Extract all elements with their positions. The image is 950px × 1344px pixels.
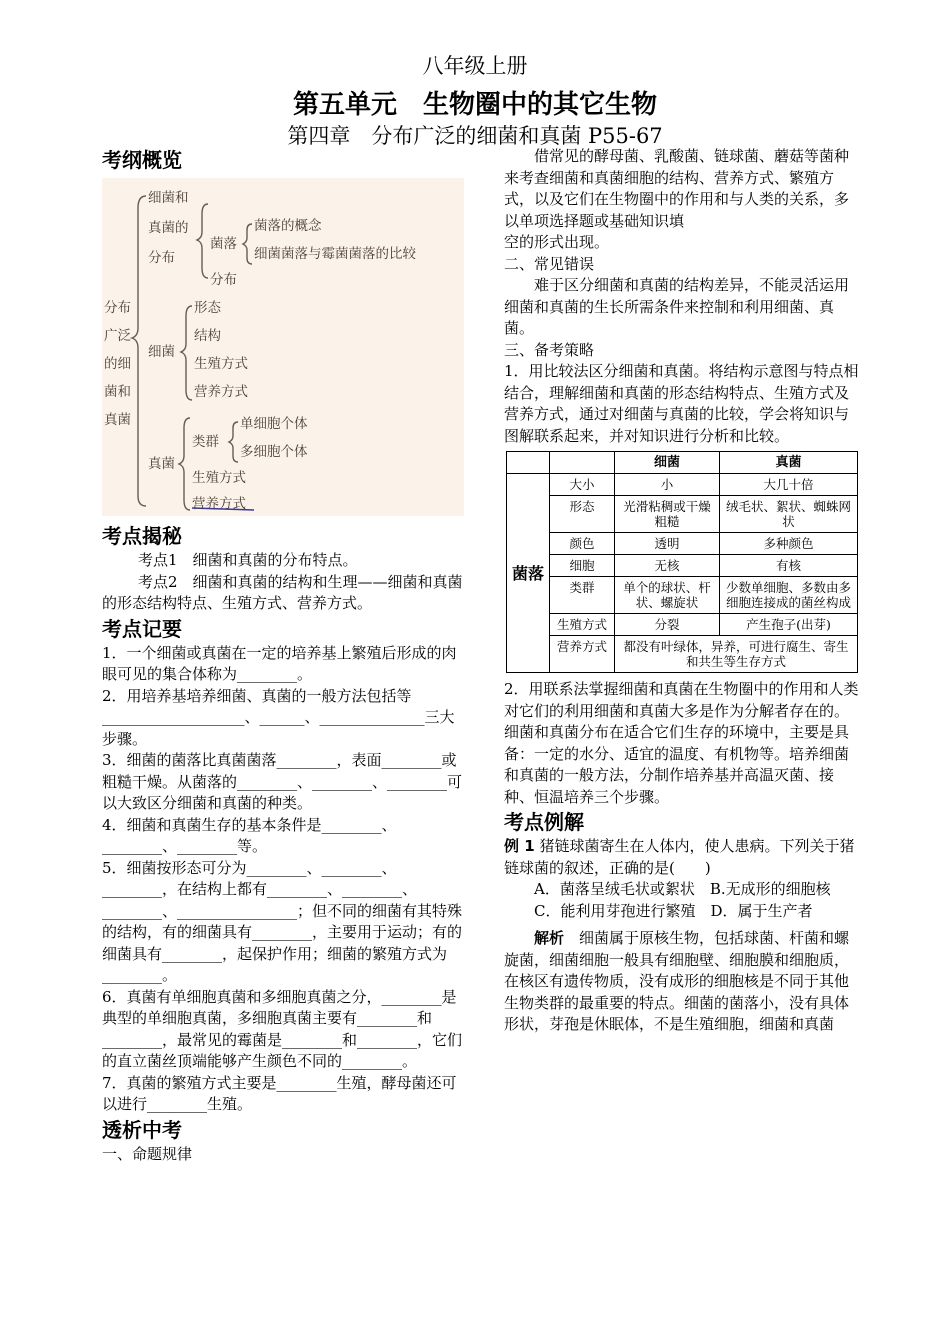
rule-heading: 一、命题规律 — [102, 1144, 193, 1163]
group-label-colony: 菌落 — [507, 474, 550, 673]
row-label: 颜色 — [550, 533, 615, 555]
mindmap — [102, 178, 464, 516]
row-label: 细胞 — [550, 555, 615, 577]
chapter-title: 第四章 分布广泛的细菌和真菌 P55-67 — [287, 124, 663, 148]
example-1 — [504, 836, 862, 879]
analysis-text: 细菌属于原核生物，包括球菌、杆菌和螺旋菌，细菌细胞一般具有细胞壁、细胞膜和细胞质，在核区有遗传物质，没有成形的细胞核是不同于其他生物类群的最重要的特点。细菌的菌落小，没有具体形状，芽孢是休眠体，不是生殖细胞，细菌和真菌 — [504, 929, 850, 1033]
question-7: 7．真菌的繁殖方式主要是________生殖，酵母菌还可以进行________生殖。 — [102, 1073, 457, 1113]
strategy-2: 2．用联系法掌握细菌和真菌在生物圈中的作用和人类对它们的利用细菌和真菌大多是作为分解者存在的。细菌和真菌分布在适合它们生存的环境中，主要是具备：一定的水分、适宜的温度、有机物等。培养细菌和真菌的一般方法，分制作培养基并高温灭菌、接种、恒温培养三个步骤。 — [504, 680, 859, 806]
b1-line-2: 真菌的 — [148, 220, 189, 236]
examples-heading: 考点例解 — [504, 810, 584, 834]
b1-distribution: 分布 — [210, 272, 237, 288]
b3-group-multi: 多细胞个体 — [240, 444, 308, 460]
b2-item-4: 营养方式 — [194, 384, 248, 400]
question-2: 2．用培养基培养细菌、真菌的一般方法包括等___________________、______、______________三大步骤。 — [102, 686, 455, 748]
strategy-heading: 三、备考策略 — [504, 340, 595, 359]
unit-title: 第五单元 生物圈中的其它生物 — [292, 90, 657, 120]
question-3: 3．细菌的菌落比真菌菌落________，表面________或粗糙干燥。从菌落的________、________、________可以大致区分细菌和真菌的种类。 — [102, 751, 463, 812]
exam-heading: 透析中考 — [102, 1117, 182, 1142]
table-row — [507, 496, 858, 533]
b3-group: 类群 — [192, 434, 219, 450]
bacteria-cell: 小 — [615, 474, 720, 496]
question-1: 1．一个细菌或真菌在一定的培养基上繁殖后形成的肉眼可见的集合体称为________。 — [102, 643, 457, 683]
b2-item-1: 形态 — [194, 300, 221, 316]
table-corner — [507, 452, 550, 474]
point-2: 考点2 细菌和真菌的结构和生理——细菌和真菌的形态结构特点、生殖方式、营养方式。 — [102, 572, 463, 612]
table-row — [507, 577, 858, 614]
rule-text-2: 空的形式出现。 — [504, 233, 610, 251]
table-row — [507, 614, 858, 636]
row-label: 营养方式 — [550, 636, 615, 673]
options-ab: A．菌落呈绒毛状或絮状 B.无成形的细胞核 — [534, 880, 831, 898]
options-cd: C．能利用芽孢进行繁殖 D．属于生产者 — [534, 901, 813, 920]
table-row — [507, 474, 858, 496]
bacteria-cell: 无核 — [615, 555, 720, 577]
header-bacteria: 细菌 — [615, 452, 720, 474]
example-1-text: 猪链球菌寄生在人体内，使人患病。下列关于猪链球菌的叙述，正确的是( ) — [504, 837, 855, 877]
bacteria-cell: 透明 — [615, 533, 720, 555]
errors-text: 难于区分细菌和真菌的结构差异，不能灵活运用细菌和真菌的生长所需条件来控制和利用细菌、真菌。 — [504, 276, 850, 337]
table-header-row — [507, 452, 858, 474]
table-corner-2 — [550, 452, 615, 474]
row-label: 大小 — [550, 474, 615, 496]
point-1: 考点1 细菌和真菌的分布特点。 — [138, 551, 358, 569]
fungi-cell: 多种颜色 — [720, 533, 858, 555]
fungi-cell: 大几十倍 — [720, 474, 858, 496]
fungi-cell: 绒毛状、絮状、蜘蛛网状 — [720, 496, 858, 533]
question-4: 4．细菌和真菌生存的基本条件是________、________、________等。 — [102, 815, 397, 855]
b1-colony: 菌落 — [210, 236, 237, 252]
b2-item-3: 生殖方式 — [194, 356, 248, 372]
row-label: 类群 — [550, 577, 615, 614]
root-line-3: 的细 — [104, 356, 131, 372]
strategy-1: 1．用比较法区分细菌和真菌。将结构示意图与特点相结合，理解细菌和真菌的形态结构特点、生殖方式及营养方式，通过对细菌与真菌的比较，学会将知识与图解联系起来，并对知识进行分析和比较。 — [504, 362, 859, 445]
root-line-2: 广泛 — [104, 328, 131, 344]
b3-item-2: 营养方式 — [192, 496, 246, 512]
b1-colony-concept: 菌落的概念 — [254, 218, 322, 234]
errors-heading: 二、常见错误 — [504, 254, 595, 273]
row-label: 形态 — [550, 496, 615, 533]
grade-title: 八年级上册 — [422, 54, 528, 78]
b3-fungi: 真菌 — [148, 456, 175, 472]
question-5: 5．细菌按形态可分为________、________、________，在结构上都有________、________、________、________________；但不同的细菌有其特殊的结构，有的细菌具有________，主要用于运动；有的细菌具有________，起保护作用；细菌的繁殖方式为________。 — [102, 858, 463, 984]
example-1-label: 例 1 — [504, 837, 535, 855]
table-row — [507, 636, 858, 673]
right-column — [504, 146, 862, 1036]
analysis — [504, 928, 862, 1036]
table-row — [507, 533, 858, 555]
secrets-heading: 考点揭秘 — [102, 524, 182, 548]
nutrition-cell: 都没有叶绿体，异养，可进行腐生、寄生和共生等生存方式 — [615, 636, 858, 673]
fungi-cell: 少数单细胞、多数由多细胞连接成的菌丝构成 — [720, 577, 858, 614]
overview-heading: 考纲概览 — [102, 148, 182, 172]
bacteria-cell: 分裂 — [615, 614, 720, 636]
b1-line-1: 细菌和 — [148, 190, 189, 206]
comparison-table — [506, 451, 858, 673]
b3-group-single: 单细胞个体 — [240, 416, 308, 432]
b1-line-3: 分布 — [148, 250, 175, 266]
notes-heading: 考点记要 — [102, 616, 182, 641]
question-6: 6．真菌有单细胞真菌和多细胞真菌之分，________是典型的单细胞真菌，多细胞真菌主要有________和________，最常见的霉菌是________和________，它们的直立菌丝顶端能够产生颜色不同的________。 — [102, 987, 463, 1070]
analysis-label: 解析 — [534, 929, 565, 947]
root-line-1: 分布 — [104, 300, 131, 316]
b3-item-1: 生殖方式 — [192, 470, 246, 486]
bacteria-cell: 光滑粘稠或干燥粗糙 — [615, 496, 720, 533]
row-label: 生殖方式 — [550, 614, 615, 636]
table-row — [507, 555, 858, 577]
root-line-5: 真菌 — [104, 412, 131, 428]
b2-bacteria: 细菌 — [148, 344, 175, 360]
b1-colony-compare: 细菌菌落与霉菌菌落的比较 — [254, 246, 416, 262]
root-line-4: 菌和 — [104, 384, 131, 400]
b2-item-2: 结构 — [194, 328, 221, 344]
fungi-cell: 有核 — [720, 555, 858, 577]
bacteria-cell: 单个的球状、杆状、螺旋状 — [615, 577, 720, 614]
rule-text: 借常见的酵母菌、乳酸菌、链球菌、蘑菇等菌种来考查细菌和真菌细胞的结构、营养方式、繁殖方式，以及它们在生物圈中的作用和与人类的关系，多以单项选择题或基础知识填 — [504, 147, 850, 230]
left-column — [102, 146, 464, 1165]
header-fungi: 真菌 — [720, 452, 858, 474]
fungi-cell: 产生孢子(出芽) — [720, 614, 858, 636]
